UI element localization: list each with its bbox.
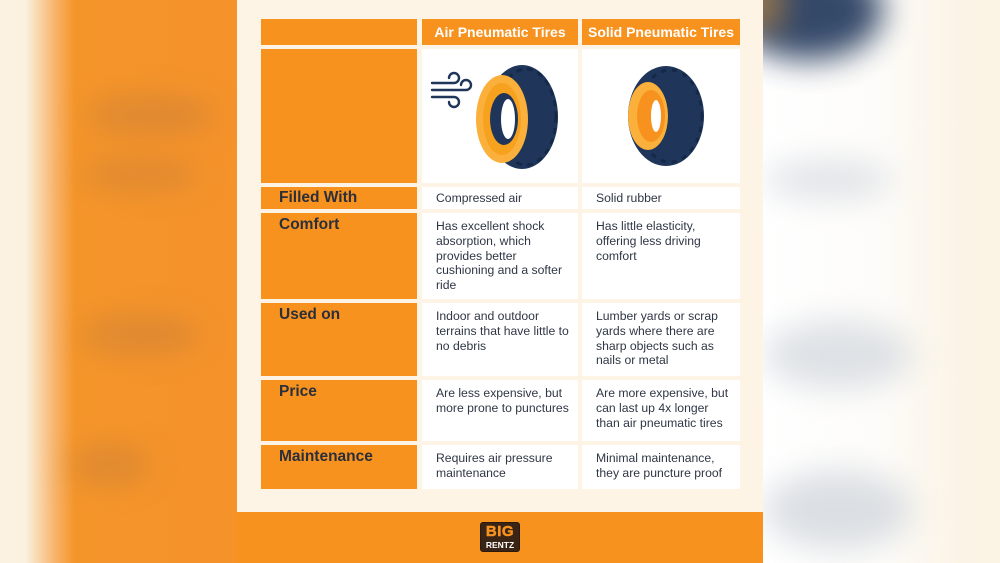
cell-solid-filled-with: Solid rubber <box>582 187 740 209</box>
blurred-shape <box>80 160 200 190</box>
logo-big-text: BIG <box>485 523 515 540</box>
cell-solid-comfort: Has little elasticity, offering less driving comfort <box>582 213 740 299</box>
blurred-shape <box>85 95 215 135</box>
header-solid-pneumatic: Solid Pneumatic Tires <box>582 19 740 45</box>
bigrentz-logo <box>480 522 520 552</box>
image-row-label-cell <box>261 49 417 183</box>
blurred-shape <box>763 470 913 550</box>
header-air-pneumatic: Air Pneumatic Tires <box>422 19 578 45</box>
cell-solid-used-on: Lumber yards or scrap yards where there are sharp objects such as nails or metal <box>582 303 740 376</box>
row-label-price: Price <box>261 380 417 441</box>
header-corner-cell <box>261 19 417 45</box>
cell-air-used-on: Indoor and outdoor terrains that have little to no debris <box>422 303 578 376</box>
row-label-maintenance: Maintenance <box>261 445 417 489</box>
blurred-background-right <box>763 0 1000 563</box>
cell-air-filled-with: Compressed air <box>422 187 578 209</box>
air-tire-image-cell <box>422 49 578 183</box>
solid-tire-icon <box>618 63 708 169</box>
row-label-used-on: Used on <box>261 303 417 376</box>
row-label-comfort: Comfort <box>261 213 417 299</box>
cell-air-comfort: Has excellent shock absorption, which provides better cushioning and a softer ride <box>422 213 578 299</box>
blurred-shape <box>763 160 893 200</box>
blurred-background-left <box>0 0 237 563</box>
cell-air-maintenance: Requires air pressure maintenance <box>422 445 578 489</box>
logo-rentz-text: RENTZ <box>485 540 515 550</box>
blurred-shape <box>80 315 200 355</box>
cell-solid-maintenance: Minimal maintenance, they are puncture proof <box>582 445 740 489</box>
blurred-shape <box>763 320 913 390</box>
cell-air-price: Are less expensive, but more prone to punctures <box>422 380 578 441</box>
air-tire-with-wind-icon <box>428 63 573 171</box>
solid-tire-image-cell <box>582 49 740 183</box>
cell-solid-price: Are more expensive, but can last up 4x longer than air pneumatic tires <box>582 380 740 441</box>
wind-icon <box>432 73 471 107</box>
row-label-filled-with: Filled With <box>261 187 417 209</box>
blurred-shape <box>70 445 150 485</box>
